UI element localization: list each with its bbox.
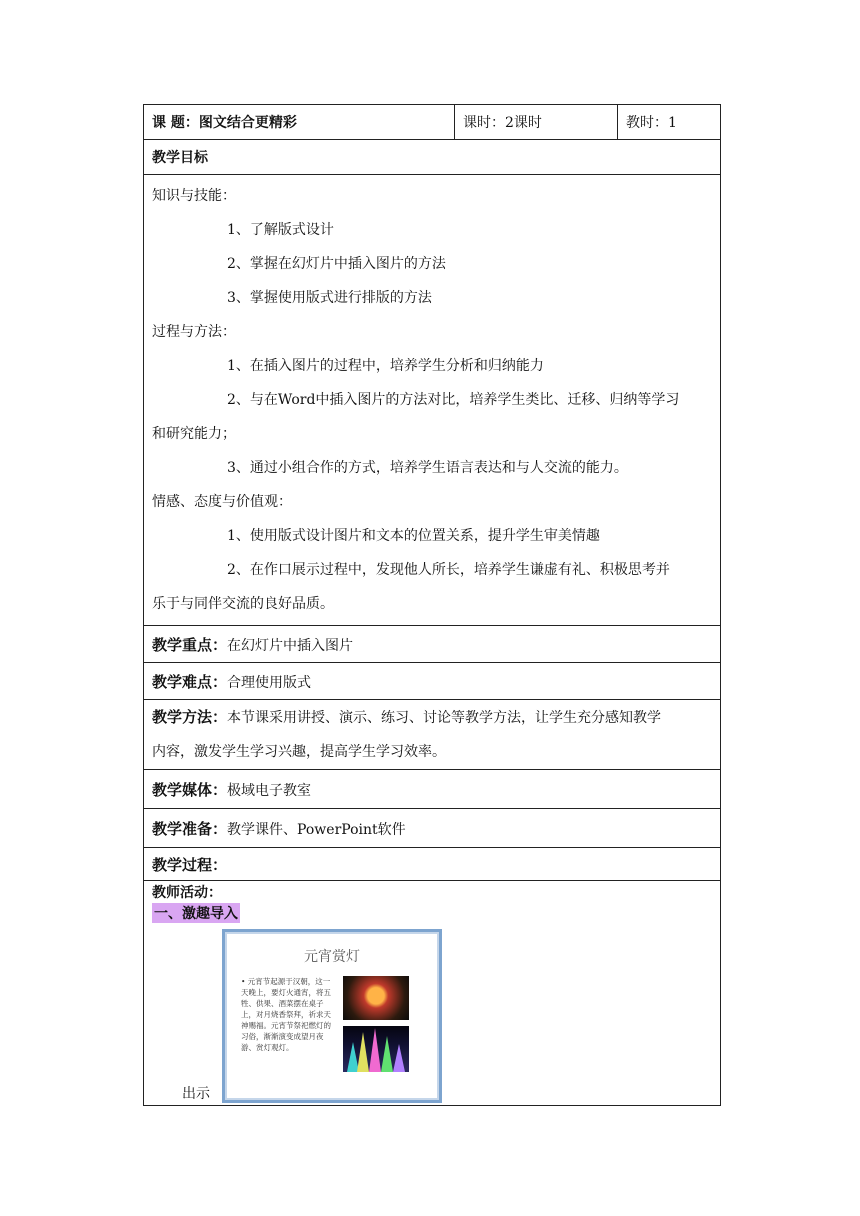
process-item: 2、与在Word中插入图片的方法对比，培养学生类比、迁移、归纳等学习 xyxy=(227,392,680,408)
slide-title: 元宵赏灯 xyxy=(304,949,360,965)
process-item: 1、在插入图片的过程中，培养学生分析和归纳能力 xyxy=(227,358,544,374)
slide-thumbnail xyxy=(222,929,442,1103)
section-intro-highlight: 一、激趣导入 xyxy=(152,903,240,923)
media-value: 极域电子教室 xyxy=(227,782,312,799)
goals-content xyxy=(144,175,721,626)
hours-cell: 课时：2课时 xyxy=(455,105,618,140)
difficulty-row xyxy=(144,663,721,700)
knowledge-label: 知识与技能： xyxy=(152,188,236,204)
knowledge-item: 3、掌握使用版式进行排版的方法 xyxy=(227,290,432,306)
process-title-row xyxy=(144,848,721,881)
process-title: 教学过程： xyxy=(152,855,228,874)
prep-row xyxy=(144,809,721,848)
method-label: 教学方法： xyxy=(152,708,228,726)
media-row xyxy=(144,770,721,809)
prep-label: 教学准备： xyxy=(152,819,228,838)
teacher-hours-cell: 教时：1 xyxy=(618,105,721,140)
lantern-fish-image xyxy=(343,976,409,1020)
media-label: 教学媒体： xyxy=(152,780,228,799)
emotion-item: 2、在作口展示过程中，发现他人所长，培养学生谦虚有礼、积极思考并 xyxy=(227,562,670,578)
method-line2: 内容，激发学生学习兴趣，提高学生学习效率。 xyxy=(152,744,446,760)
lantern-lights-image xyxy=(343,1026,409,1072)
key-point-label: 教学重点： xyxy=(152,635,228,654)
prep-value: 教学课件、PowerPoint软件 xyxy=(227,821,406,838)
knowledge-item: 2、掌握在幻灯片中插入图片的方法 xyxy=(227,256,446,272)
key-point-row xyxy=(144,626,721,663)
slide-body: • 元宵节起源于汉朝，这一天晚上，要灯火通宵，将五牲、供果、酒菜摆在桌子上，对月烧香祭拜，祈求天神赐福。元宵节祭祀燃灯的习俗，渐渐演变成望月夜游、赏灯观灯。 xyxy=(241,977,331,1052)
topic-cell: 课 题：图文结合更精彩 xyxy=(144,105,455,140)
process-label: 过程与方法： xyxy=(152,324,236,340)
process-item-cont: 和研究能力； xyxy=(152,426,236,442)
method-row xyxy=(144,700,721,770)
key-point-value: 在幻灯片中插入图片 xyxy=(227,637,354,654)
show-text: 出示 xyxy=(182,1086,210,1102)
difficulty-value: 合理使用版式 xyxy=(227,674,312,691)
process-content xyxy=(144,881,721,1106)
process-item: 3、通过小组合作的方式，培养学生语言表达和与人交流的能力。 xyxy=(227,460,628,476)
teacher-activity-label: 教师活动： xyxy=(152,885,222,901)
method-line1: 本节课采用讲授、演示、练习、讨论等教学方法，让学生充分感知教学 xyxy=(227,710,662,726)
emotion-item: 1、使用版式设计图片和文本的位置关系，提升学生审美情趣 xyxy=(227,528,600,544)
emotion-item-cont: 乐于与同伴交流的良好品质。 xyxy=(152,596,334,612)
emotion-label: 情感、态度与价值观： xyxy=(152,494,292,510)
goals-title: 教学目标 xyxy=(144,140,721,175)
lesson-plan-table xyxy=(143,104,721,1106)
difficulty-label: 教学难点： xyxy=(152,672,228,691)
knowledge-item: 1、了解版式设计 xyxy=(227,222,334,238)
